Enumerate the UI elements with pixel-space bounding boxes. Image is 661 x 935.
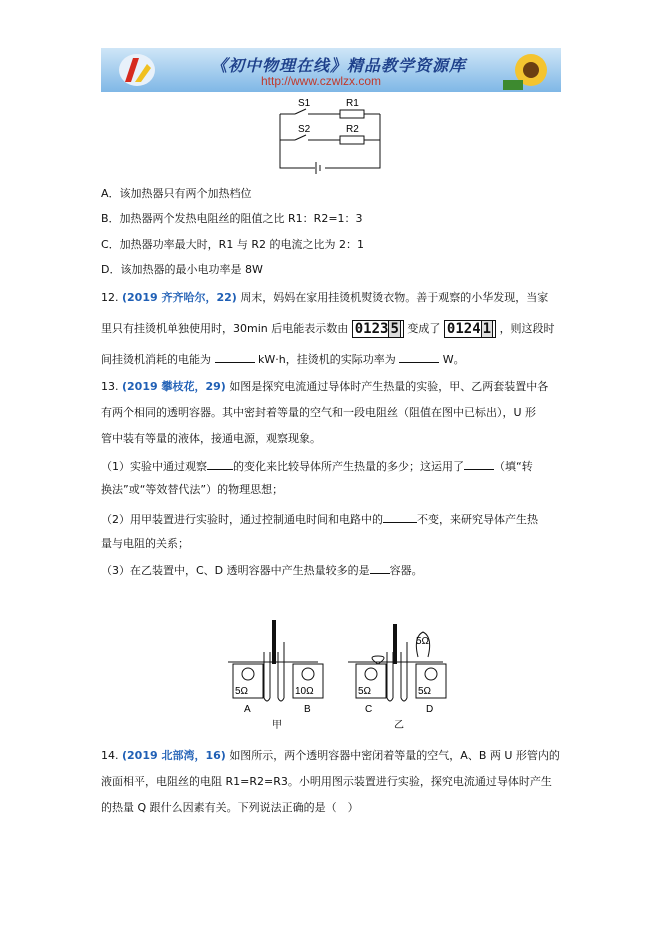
option-d: D．该加热器的最小电功率是 8W: [101, 263, 263, 276]
banner-title: 《初中物理在线》精品教学资源库: [211, 56, 467, 75]
q13-line1: [101, 379, 548, 394]
meter-end-decimal: 1: [482, 321, 492, 337]
setup-jia-label: 甲: [272, 720, 282, 731]
experiment-figure: [228, 612, 448, 732]
sunflower-icon: [501, 50, 551, 90]
answer-blank-current[interactable]: [383, 511, 417, 523]
q13-part2-line2: 量与电阻的关系；: [101, 537, 189, 550]
answer-blank-container[interactable]: [370, 562, 390, 574]
answer-blank-power[interactable]: [399, 351, 439, 363]
answer-blank-observe[interactable]: [207, 458, 233, 470]
resistor-b-label: 10Ω: [295, 686, 314, 697]
q13-part3: [101, 562, 423, 578]
q12-line1: [101, 290, 548, 305]
resistor-r2-label: R2: [346, 124, 359, 135]
q14-line3: 的热量 Q 跟什么因素有关。下列说法正确的是（ ）: [101, 801, 359, 814]
answer-blank-method[interactable]: [464, 458, 494, 470]
q12-text-pre: 里只有挂烫机单独使用时，30min 后电能表示数由: [101, 322, 349, 335]
container-d-label: D: [426, 704, 434, 715]
meter-reading-end: [444, 320, 496, 338]
container-c-label: C: [365, 704, 373, 715]
container-a-label: A: [244, 704, 251, 715]
q14-number: 14.: [101, 749, 119, 762]
external-resistor-label: 5Ω: [416, 636, 430, 647]
scale-column-yi: [393, 624, 397, 664]
circuit-diagram: [270, 96, 390, 176]
q14-line1: [101, 748, 560, 763]
q14-text: 如图所示，两个透明容器中密闭着等量的空气，A、B 两 U 形管内的: [229, 749, 560, 762]
switch-s1-label: S1: [298, 98, 311, 109]
q13-line2: 有两个相同的透明容器。其中密封着等量的空气和一段电阻丝（阻值在图中已标出），U 形: [101, 406, 537, 419]
q14-line2: 液面相平，电阻丝的电阻 R1=R2=R3。小明用图示装置进行实验，探究电流通过导体时产生: [101, 775, 552, 788]
q12-text-c: W。: [442, 353, 465, 366]
option-c: C．加热器功率最大时，R1 与 R2 的电流之比为 2：1: [101, 238, 364, 251]
q13-p1-text-b: 的变化来比较导体所产生热量的多少；这运用了: [233, 460, 464, 473]
answer-blank-energy[interactable]: [215, 351, 255, 363]
option-b: B．加热器两个发热电阻丝的阻值之比 R1：R2=1：3: [101, 212, 363, 225]
q12-line2: [101, 320, 555, 338]
q12-source: (2019 齐齐哈尔，22): [122, 291, 237, 304]
meter-start-digits: 0123: [354, 321, 389, 337]
q13-part2: [101, 511, 538, 527]
q12-number: 12.: [101, 291, 119, 304]
header-banner: [101, 48, 561, 92]
meter-reading-start: [352, 320, 404, 338]
site-logo-icon: [117, 52, 157, 88]
q13-p2-text-a: （2）用甲装置进行实验时，通过控制通电时间和电路中的: [101, 513, 383, 526]
q12-text-mid: 变成了: [407, 322, 441, 335]
container-b-label: B: [304, 704, 311, 715]
q13-text: 如图是探究电流通过导体时产生热量的实验，甲、乙两套装置中各: [229, 380, 549, 393]
resistor-a-label: 5Ω: [235, 686, 249, 697]
q13-p3-text-b: 容器。: [389, 564, 423, 577]
q12-text-post: ，则这段时: [499, 322, 555, 335]
q13-p3-text-a: （3）在乙装置中，C、D 透明容器中产生热量较多的是: [101, 564, 370, 577]
banner-url[interactable]: http://www.czwlzx.com: [261, 74, 382, 88]
option-a: A．该加热器只有两个加热档位: [101, 187, 252, 200]
resistor-c-label: 5Ω: [358, 686, 372, 697]
q13-part1: [101, 458, 533, 474]
q12-text-a: 间挂烫机消耗的电能为: [101, 353, 211, 366]
meter-start-decimal: 5: [390, 321, 399, 337]
setup-yi-label: 乙: [394, 720, 404, 731]
scale-column-jia: [272, 620, 276, 664]
resistor-d-label: 5Ω: [418, 686, 432, 697]
q12-text-b: kW·h，挂烫机的实际功率为: [258, 353, 396, 366]
q12-line3: [101, 351, 465, 367]
switch-s2-label: S2: [298, 124, 311, 135]
q13-number: 13.: [101, 380, 119, 393]
q12-text: 周末，妈妈在家用挂烫机熨烫衣物。善于观察的小华发现，当家: [240, 291, 549, 304]
q13-p1-text-a: （1）实验中通过观察: [101, 460, 207, 473]
q13-p2-text-b: 不变，来研究导体产生热: [417, 513, 538, 526]
q13-line3: 管中装有等量的液体，接通电源，观察现象。: [101, 432, 321, 445]
q13-part1-line2: 换法”或“等效替代法”）的物理思想；: [101, 483, 284, 496]
meter-end-digits: 0124: [446, 321, 481, 337]
q13-p1-text-c: （填“转: [494, 460, 533, 473]
q14-source: (2019 北部湾，16): [122, 749, 226, 762]
q13-source: (2019 攀枝花，29): [122, 380, 226, 393]
resistor-r1-label: R1: [346, 98, 359, 109]
